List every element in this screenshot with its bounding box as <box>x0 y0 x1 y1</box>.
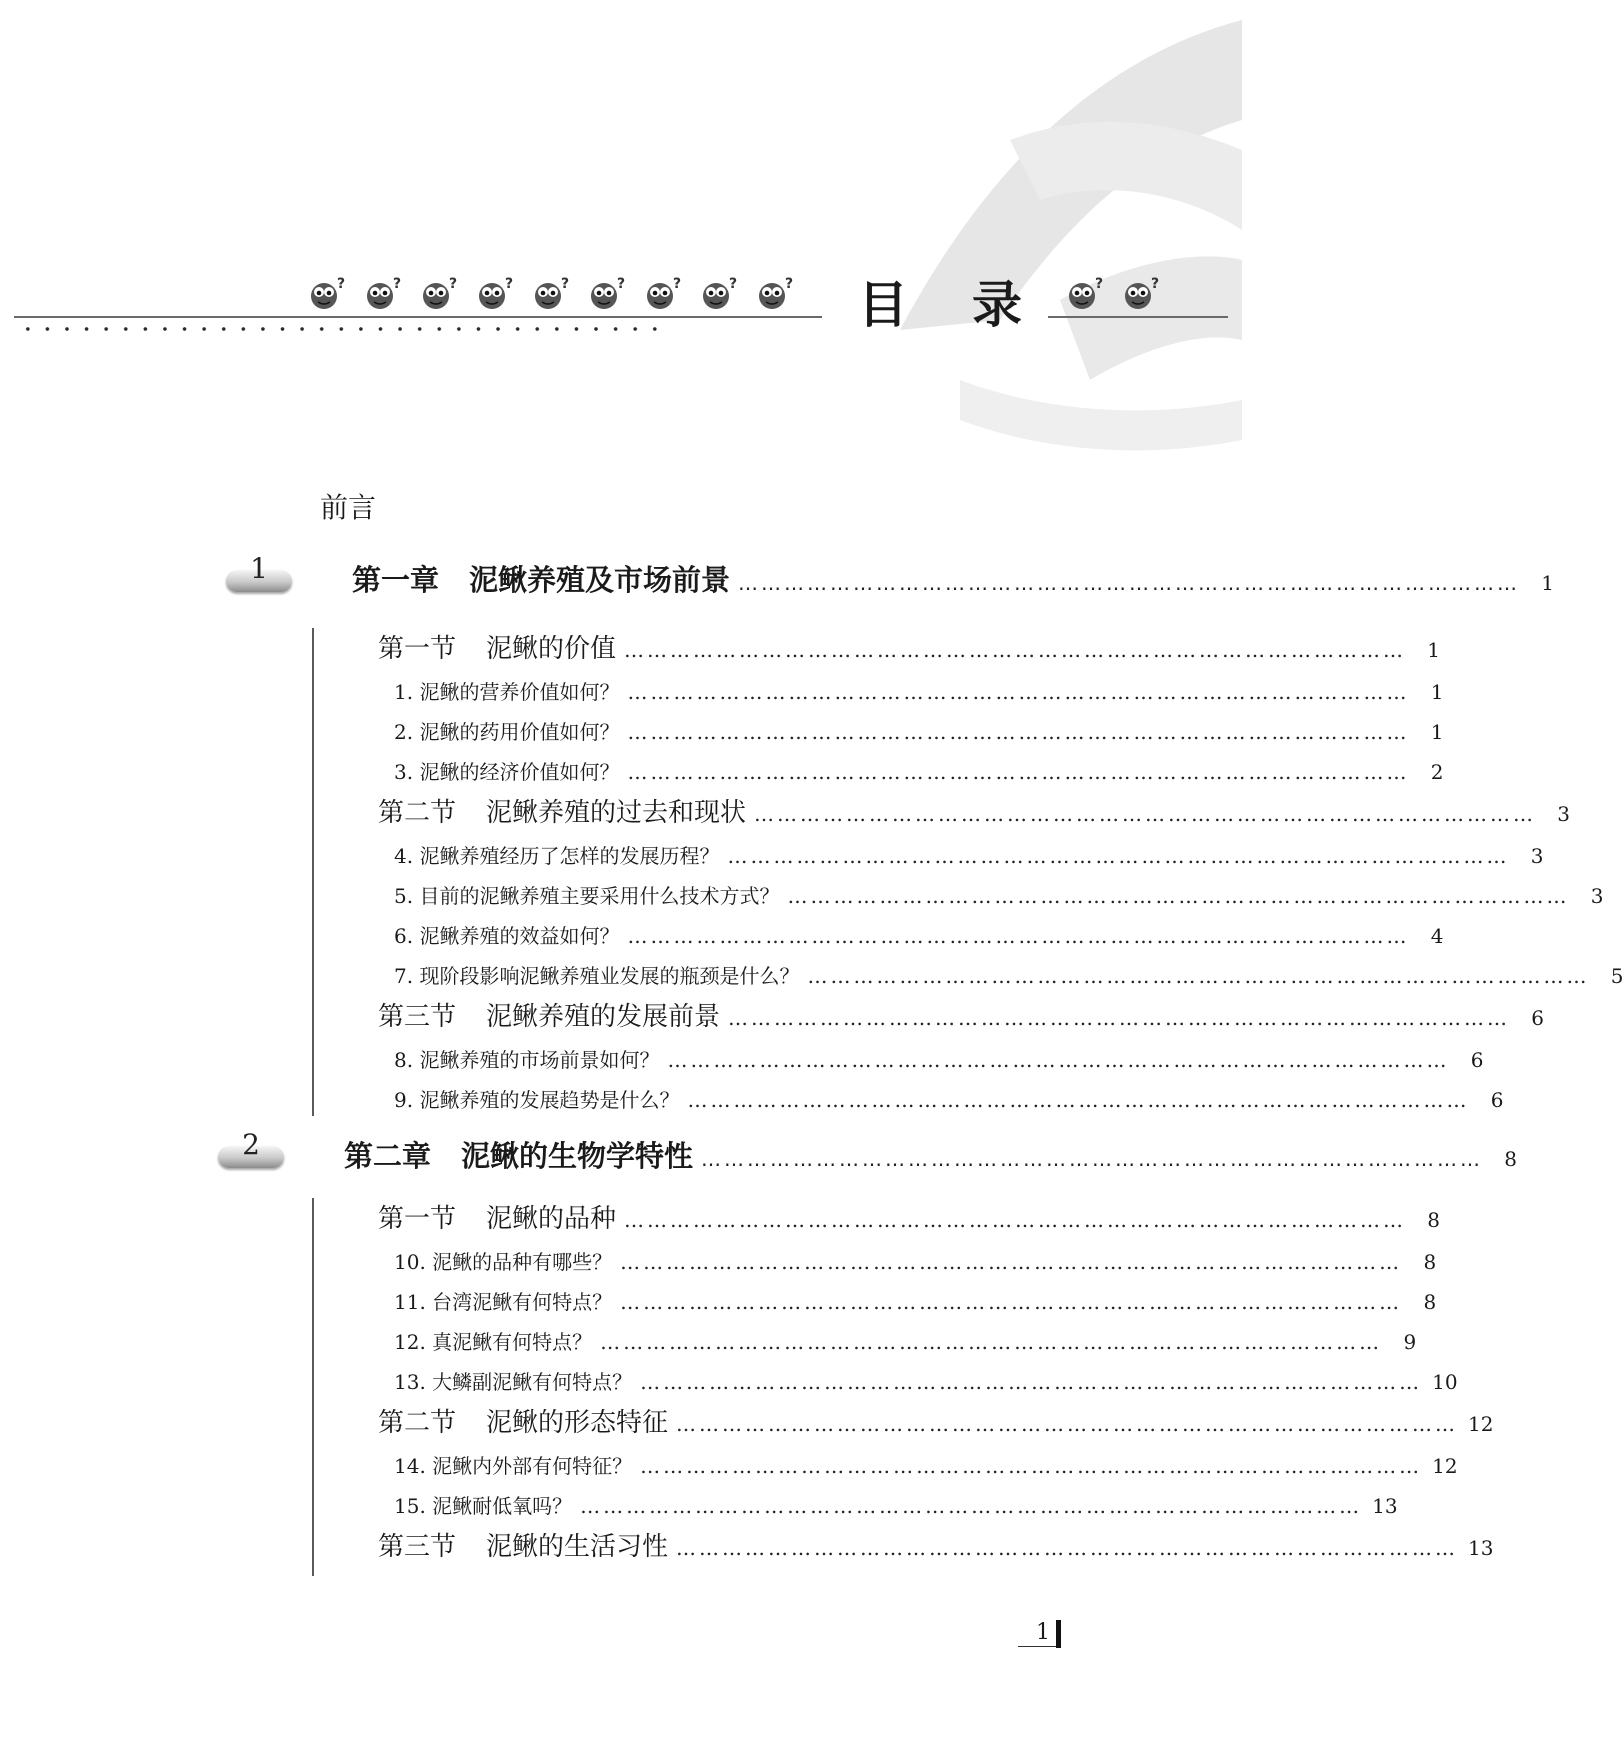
page-number: 8 <box>1423 1290 1437 1314</box>
section-title: 泥鳅的品种 <box>486 1204 617 1234</box>
toc-item[interactable]: 3. 泥鳅的经济价值如何？ ………………………………………………………………………………………… 2 <box>394 756 1062 785</box>
cartoon-bug-icon <box>362 274 406 312</box>
toc-item[interactable]: 5. 目前的泥鳅养殖主要采用什么技术方式？ ………………………………………………………………………………………… 3 <box>394 880 1062 909</box>
item-text: 2. 泥鳅的药用价值如何？ <box>394 720 620 744</box>
section-title: 泥鳅的形态特征 <box>486 1408 669 1438</box>
item-text: 6. 泥鳅养殖的效益如何？ <box>394 924 620 948</box>
cartoon-bug-icon <box>306 274 350 312</box>
page-number: 13 <box>1468 1536 1494 1560</box>
item-text: 12. 真泥鳅有何特点？ <box>394 1330 593 1354</box>
chapter-label: 第一章 <box>352 563 440 597</box>
page-number: 8 <box>1504 1147 1518 1171</box>
page-number: 8 <box>1427 1208 1441 1232</box>
header-dot-row <box>18 326 668 332</box>
cartoon-bug-icon <box>642 274 686 312</box>
page-number: 1 <box>1541 571 1555 595</box>
toc-section[interactable]: 第三节 泥鳅养殖的发展前景 ………………………………………………………………………………………… 6 <box>378 1002 1545 1032</box>
toc-item[interactable]: 4. 泥鳅养殖经历了怎样的发展历程？ ………………………………………………………………………………………… 3 <box>394 840 1062 869</box>
toc-chapter-2[interactable]: 第二章 泥鳅的生物学特性 ………………………………………………………………………………………… 8 <box>344 1139 1518 1173</box>
toc-item[interactable]: 12. 真泥鳅有何特点？ ………………………………………………………………………………………… 9 <box>394 1326 1062 1355</box>
item-text: 9. 泥鳅养殖的发展趋势是什么？ <box>394 1088 680 1112</box>
header-rule-right <box>1048 316 1228 318</box>
page-number: 9 <box>1403 1330 1417 1354</box>
page-number: 6 <box>1531 1006 1545 1030</box>
page-number: 5 <box>1610 964 1623 988</box>
section-title: 泥鳅养殖的发展前景 <box>486 1002 721 1032</box>
item-text: 11. 台湾泥鳅有何特点？ <box>394 1290 613 1314</box>
item-text: 3. 泥鳅的经济价值如何？ <box>394 760 620 784</box>
decorative-swoosh-graphic <box>0 0 1242 520</box>
page-number: 13 <box>1372 1494 1398 1518</box>
page-title-char: 录 <box>972 276 1022 334</box>
chapter-vertical-bar <box>312 1198 314 1576</box>
chapter-title: 泥鳅养殖及市场前景 <box>469 563 731 597</box>
page-number: 1 <box>1430 720 1444 744</box>
item-text: 8. 泥鳅养殖的市场前景如何？ <box>394 1048 660 1072</box>
cartoon-bug-icon <box>1120 274 1164 312</box>
toc-item[interactable]: 7. 现阶段影响泥鳅养殖业发展的瓶颈是什么？ ………………………………………………………………………………………… 5 <box>394 960 1062 989</box>
page-number: 10 <box>1432 1370 1458 1394</box>
item-text: 7. 现阶段影响泥鳅养殖业发展的瓶颈是什么？ <box>394 964 800 988</box>
cartoon-bug-icon <box>586 274 630 312</box>
item-text: 14. 泥鳅内外部有何特征？ <box>394 1454 633 1478</box>
toc-item[interactable]: 13. 大鳞副泥鳅有何特点？ ………………………………………………………………………………………… 10 <box>394 1366 1062 1395</box>
toc-section[interactable]: 第二节 泥鳅养殖的过去和现状 ………………………………………………………………………………………… 3 <box>378 798 1571 828</box>
page-number: 12 <box>1432 1454 1458 1478</box>
toc-preface[interactable]: 前言 <box>320 491 377 524</box>
section-label: 第三节 <box>378 1532 457 1562</box>
toc-item[interactable]: 8. 泥鳅养殖的市场前景如何？ ………………………………………………………………………………………… 6 <box>394 1044 1062 1073</box>
footer-page-number: 1 <box>1036 1620 1050 1645</box>
item-text: 15. 泥鳅耐低氧吗？ <box>394 1494 573 1518</box>
page-title-char: 目 <box>858 276 908 334</box>
page-number: 2 <box>1430 760 1444 784</box>
section-label: 第一节 <box>378 1204 457 1234</box>
cartoon-bug-icon <box>698 274 742 312</box>
toc-section[interactable]: 第三节 泥鳅的生活习性 ………………………………………………………………………………………… 13 <box>378 1532 1494 1562</box>
page-number: 3 <box>1557 802 1571 826</box>
section-title: 泥鳅的价值 <box>486 634 617 664</box>
item-text: 5. 目前的泥鳅养殖主要采用什么技术方式？ <box>394 884 780 908</box>
toc-item[interactable]: 1. 泥鳅的营养价值如何？ ………………………………………………………………………………………… 1 <box>394 676 1062 705</box>
cartoon-bug-icon <box>1064 274 1108 312</box>
cartoon-bug-icon <box>754 274 798 312</box>
toc-item[interactable]: 2. 泥鳅的药用价值如何？ ………………………………………………………………………………………… 1 <box>394 716 1062 745</box>
header-rule-left <box>14 316 822 318</box>
section-label: 第二节 <box>378 1408 457 1438</box>
page-number: 1 <box>1430 680 1444 704</box>
toc-section[interactable]: 第一节 泥鳅的品种 ………………………………………………………………………………………… 8 <box>378 1204 1441 1234</box>
chapter-vertical-bar <box>312 628 314 1116</box>
section-label: 第二节 <box>378 798 457 828</box>
chapter-number: 2 <box>242 1128 260 1161</box>
item-text: 4. 泥鳅养殖经历了怎样的发展历程？ <box>394 844 720 868</box>
page-title <box>858 270 1022 340</box>
chapter-label: 第二章 <box>344 1139 432 1173</box>
toc-item[interactable]: 10. 泥鳅的品种有哪些？ ………………………………………………………………………………………… 8 <box>394 1246 1062 1275</box>
page-number: 3 <box>1530 844 1544 868</box>
toc-item[interactable]: 11. 台湾泥鳅有何特点？ ………………………………………………………………………………………… 8 <box>394 1286 1062 1315</box>
footer-rule <box>1018 1646 1056 1647</box>
item-text: 10. 泥鳅的品种有哪些？ <box>394 1250 613 1274</box>
toc-item[interactable]: 9. 泥鳅养殖的发展趋势是什么？ ………………………………………………………………………………………… 6 <box>394 1084 1062 1113</box>
toc-item[interactable]: 14. 泥鳅内外部有何特征？ ………………………………………………………………………………………… 12 <box>394 1450 1062 1479</box>
item-text: 1. 泥鳅的营养价值如何？ <box>394 680 620 704</box>
toc-section[interactable]: 第二节 泥鳅的形态特征 ………………………………………………………………………………………… 12 <box>378 1408 1494 1438</box>
chapter-title: 泥鳅的生物学特性 <box>461 1139 694 1173</box>
toc-item[interactable]: 15. 泥鳅耐低氧吗？ ………………………………………………………………………………………… 13 <box>394 1490 1062 1519</box>
section-title: 泥鳅的生活习性 <box>486 1532 669 1562</box>
footer-bar <box>1056 1620 1061 1648</box>
item-text: 13. 大鳞副泥鳅有何特点？ <box>394 1370 633 1394</box>
section-label: 第一节 <box>378 634 457 664</box>
page-number: 6 <box>1470 1048 1484 1072</box>
page-number: 3 <box>1590 884 1604 908</box>
toc-section[interactable]: 第一节 泥鳅的价值 ………………………………………………………………………………………… 1 <box>378 634 1441 664</box>
cartoon-bug-icon <box>418 274 462 312</box>
cartoon-bug-icon <box>474 274 518 312</box>
chapter-number: 1 <box>250 552 268 585</box>
toc-chapter-1[interactable]: 第一章 泥鳅养殖及市场前景 ………………………………………………………………………………………… 1 <box>352 563 1555 597</box>
cartoon-bug-icon <box>530 274 574 312</box>
page-number: 6 <box>1490 1088 1504 1112</box>
page-number: 8 <box>1423 1250 1437 1274</box>
page-number: 4 <box>1430 924 1444 948</box>
page-number: 1 <box>1427 638 1441 662</box>
section-title: 泥鳅养殖的过去和现状 <box>486 798 747 828</box>
section-label: 第三节 <box>378 1002 457 1032</box>
toc-item[interactable]: 6. 泥鳅养殖的效益如何？ ………………………………………………………………………………………… 4 <box>394 920 1062 949</box>
page-number: 12 <box>1468 1412 1494 1436</box>
